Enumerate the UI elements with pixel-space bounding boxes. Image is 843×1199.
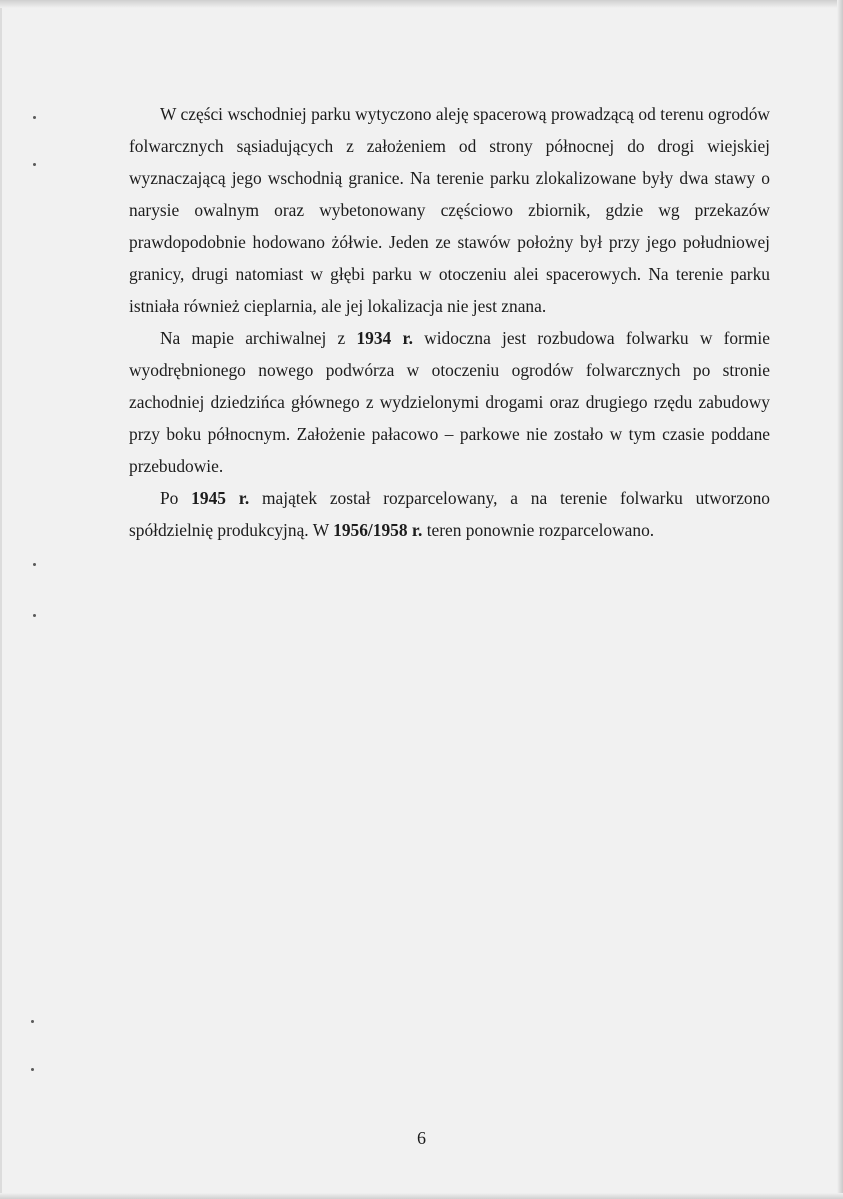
paragraph-3	[129, 482, 770, 546]
scan-speck	[33, 116, 36, 119]
paragraph-text: W części wschodniej parku wytyczono aleję spacerową prowadzącą od terenu ogrodów folwarcznych sąsiadujących z założeniem od strony północnej do drogi wiejskiej wyznaczającą jego wschodnią granice. Na terenie parku zlokalizowane były dwa stawy o narysie owalnym oraz wybetonowany częściowo zbiornik, gdzie wg przekazów prawdopodobnie hodowano żółwie. Jeden ze stawów położny był przy jego południowej granicy, drugi natomiast w głębi parku w otoczeniu alei spacerowych. Na terenie parku istniała również cieplarnia, ale jej lokalizacja nie jest znana.	[129, 104, 770, 316]
year-1934: 1934 r.	[356, 328, 413, 348]
scan-right-edge	[837, 0, 843, 1199]
scan-top-edge	[0, 0, 843, 8]
paragraph-text: teren ponownie rozparcelowano.	[422, 520, 655, 540]
paragraph-text: Na mapie archiwalnej z	[160, 328, 357, 348]
paragraph-text: majątek został rozparcelowany, a na terenie folwarku utworzono spółdzielnię produkcyjną. W	[129, 488, 770, 540]
paragraph-text: Po	[160, 488, 192, 508]
document-body	[129, 98, 770, 546]
year-1945: 1945 r.	[191, 488, 250, 508]
scan-speck	[31, 1020, 34, 1023]
paragraph-text: widoczna jest rozbudowa folwarku w formie wyodrębnionego nowego podwórza w otoczeniu ogrodów folwarcznych po stronie zachodniej dziedzińca głównego z wydzielonymi drogami oraz drugiego rzędu zabudowy przy boku północnym. Założenie pałacowo – parkowe nie zostało w tym czasie poddane przebudowie.	[129, 328, 770, 476]
scan-speck	[33, 614, 36, 617]
paragraph-2	[129, 322, 770, 482]
paragraph-1	[129, 98, 770, 322]
scan-speck	[33, 563, 36, 566]
scan-bottom-edge	[0, 1193, 843, 1199]
page-number: 6	[417, 1128, 426, 1148]
scan-speck	[31, 1068, 34, 1071]
years-1956-1958: 1956/1958 r.	[333, 520, 423, 540]
scan-speck	[33, 163, 36, 166]
